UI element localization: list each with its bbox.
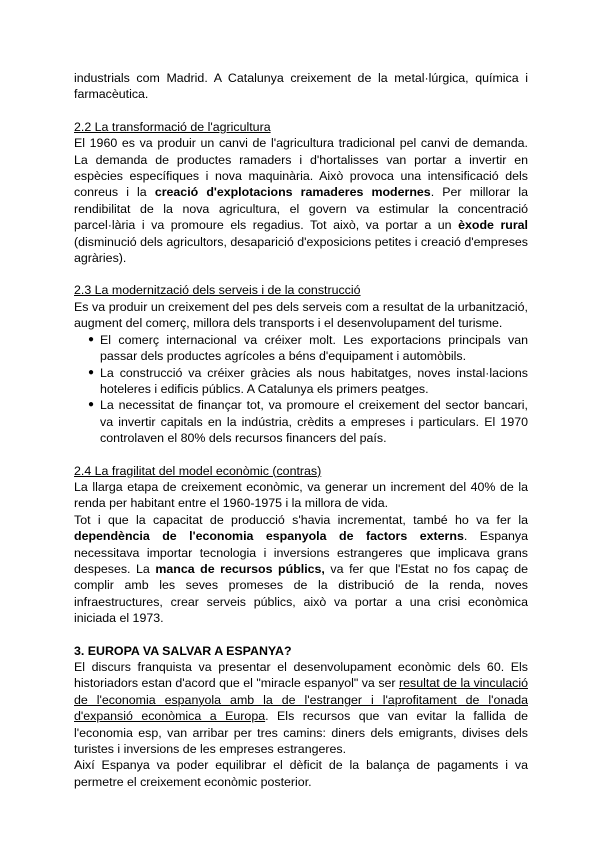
bold-term: èxode rural: [458, 218, 528, 233]
bold-term: creació d'explotacions ramaderes modernes: [154, 185, 431, 200]
bullet-icon: ●: [88, 399, 95, 411]
spacer: [74, 627, 528, 643]
list-item-text: La construcció va créixer gràcies als nous habitatges, noves instal·lacions hoteleres i edificis públics. A Catalunya els primers peatges.: [100, 365, 528, 396]
services-bullet-list: [74, 332, 528, 447]
text-run: Tot i que la capacitat de producció s'havia incrementat, també ho va fer la: [74, 512, 528, 527]
bold-term: manca de recursos públics,: [155, 561, 325, 576]
europe-paragraph-1: [74, 659, 528, 757]
text-run: . Per millorar la rendibilitat de la nova agricultura, el govern va estimular la concentració parcel·lària i va promoure els regadius. Tot això, va portar a un: [74, 185, 529, 233]
spacer: [74, 103, 528, 119]
list-item-text: El comerç internacional va créixer molt. Les exportacions principals van passar dels productes agrícoles a béns d'equipament i automòbils.: [100, 332, 528, 364]
section-heading-2-2: 2.2 La transformació de l'agricultura: [74, 119, 271, 134]
list-item: [74, 365, 528, 398]
text-run: El discurs franquista va presentar el desenvolupament econòmic dels 60. Els historiadors estan d'acord que el "miracle espanyol" va ser: [74, 660, 528, 691]
spacer: [74, 266, 528, 282]
text-run: (disminució dels agricultors, desaparició d'exposicions petites i creació d'empreses agràries).: [74, 234, 528, 266]
europe-paragraph-2: Així Espanya va poder equilibrar el dèficit de la balança de pagaments i va permetre el creixement econòmic posterior.: [74, 758, 528, 789]
section-title-3: 3. EUROPA VA SALVAR A ESPANYA?: [74, 643, 292, 658]
bullet-icon: ●: [88, 333, 95, 345]
agriculture-paragraph: [74, 135, 528, 266]
bold-term: dependència de l'economia espanyola de factors externs: [74, 529, 464, 544]
text-run: El 1960 es va produir un canvi de l'agricultura tradicional pel canvi de demanda. La demanda de productes ramaders i d'hortalisses van portar a invertir en espècies específiques i nova maquinària. Això provoca una intensificació dels conreus i la: [74, 136, 528, 200]
text-run: va fer que l'Estat no fos capaç de complir amb les seves promeses de la distribució de la renda, noves infraestructures, crear serveis públics, això va portar a una crisi econòmica iniciada el 1973.: [74, 561, 528, 626]
intro-paragraph: industrials com Madrid. A Catalunya creixement de la metal·lúrgica, química i farmacèutica.: [74, 71, 528, 102]
fragility-paragraph-2: [74, 512, 528, 627]
spacer: [74, 447, 528, 463]
text-run: . Els recursos que van evitar la fallida de l'economia esp, van arribar per tres camins: diners dels emigrants, divises dels turistes i inversions de les empreses estrangeres.: [74, 709, 528, 757]
bullet-icon: ●: [88, 366, 95, 378]
fragility-paragraph-1: La llarga etapa de creixement econòmic, va generar un increment del 40% de la renda per habitant entre el 1960-1975 i la millora de vida.: [74, 479, 528, 511]
text-run: . Espanya necessitava importar tecnologia i inversions estrangeres que implicava grans despeses. La: [74, 529, 528, 576]
list-item: [74, 397, 528, 446]
section-heading-2-4: 2.4 La fragilitat del model econòmic (contras): [74, 463, 322, 478]
services-paragraph: Es va produir un creixement del pes dels serveis com a resultat de la urbanització, augment del comerç, millora dels transports i el desenvolupament del turisme.: [74, 299, 528, 331]
section-heading-2-3: 2.3 La modernització dels serveis i de la construcció: [74, 283, 361, 298]
document-page: [74, 70, 528, 790]
list-item: [74, 332, 528, 365]
underlined-phrase: resultat de la vinculació de l'economia espanyola amb la de l'estranger i l'aprofitament de l'onada d'expansió econòmica a Europa: [74, 676, 528, 724]
list-item-text: La necessitat de finançar tot, va promoure el creixement del sector bancari, va invertir capitals en la indústria, crèdits a empreses i particulars. El 1970 controlaven el 80% dels recursos financers del país.: [100, 398, 528, 446]
